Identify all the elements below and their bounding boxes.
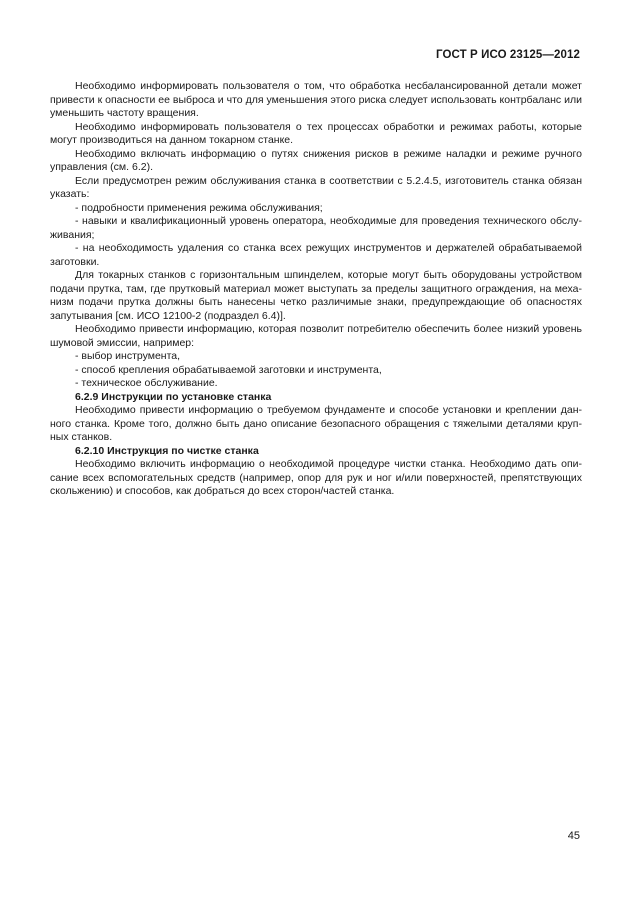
section-heading-cleaning: 6.2.10 Инструкция по чистке станка [75, 444, 259, 457]
section-heading-installation: 6.2.9 Инструкции по установке станка [75, 390, 272, 403]
page-number: 45 [567, 830, 580, 842]
list-item-service-details: - подробности применения режима обслуживания; [75, 201, 323, 214]
paragraph-risk-reduction: Необходимо включать информацию о путях снижения рисков в режиме наладки и режиме ручного управления (см. 6.2). [50, 147, 582, 173]
list-item-remove-tools: - на необходимость удаления со станка всех режущих инструментов и держателей обрабатываемой заготовки. [50, 242, 582, 268]
paragraph-unbalanced-part: Необходимо информировать пользователя о том, что обработка несбалансированной детали может привести к опасности ее выброса и что для уменьшения этого риска следует использовать контрбаланс или уменьшить частоту вращения. [50, 80, 582, 119]
paragraph-bar-feeder: Для токарных станков с горизонтальным шпинделем, которые могут быть оборудованы устройством подачи прутка, там, где прутковый материал может выступать за пределы защитного ограждения, на меха-низм подачи прутка должны быть нанесены четко различимые знаки, предупреждающие об опасностях запутывания [см. ИСО 12100-2 (подраздел 6.4)]. [50, 269, 582, 322]
paragraph-installation: Необходимо привести информацию о требуемом фундаменте и способе установки и креплении дан-ного станка. Кроме того, должно быть дано описание безопасного обращения с тяжелыми деталями круп-ных станков. [50, 404, 582, 443]
list-item-maintenance: - техническое обслуживание. [75, 377, 218, 389]
paragraph-processes-modes: Необходимо информировать пользователя о тех процессах обработки и режимах работы, которые могут производиться на данном токарном станке. [50, 120, 582, 146]
list-item-operator-skills: - навыки и квалификационный уровень оператора, необходимые для проведения технического обслу-живания; [50, 215, 582, 241]
list-item-tool-choice: - выбор инструмента, [75, 350, 181, 362]
list-item-clamping-method: - способ крепления обрабатываемой заготовки и инструмента, [75, 363, 382, 376]
document-header: ГОСТ Р ИСО 23125—2012 [435, 49, 580, 61]
paragraph-cleaning: Необходимо включить информацию о необходимой процедуре чистки станка. Необходимо дать опи-сание всех вспомогательных средств (например, опор для рук и ног и/или поверхностей, препятствующих скольжению) и способов, как добраться до всех сторон/частей станка. [50, 458, 582, 497]
paragraph-service-mode: Если предусмотрен режим обслуживания станка в соответствии с 5.2.4.5, изготовитель станка обязан указать: [50, 174, 582, 200]
paragraph-noise-emission: Необходимо привести информацию, которая позволит потребителю обеспечить более низкий уровень шумовой эмиссии, например: [50, 323, 582, 349]
document-body [50, 80, 582, 499]
